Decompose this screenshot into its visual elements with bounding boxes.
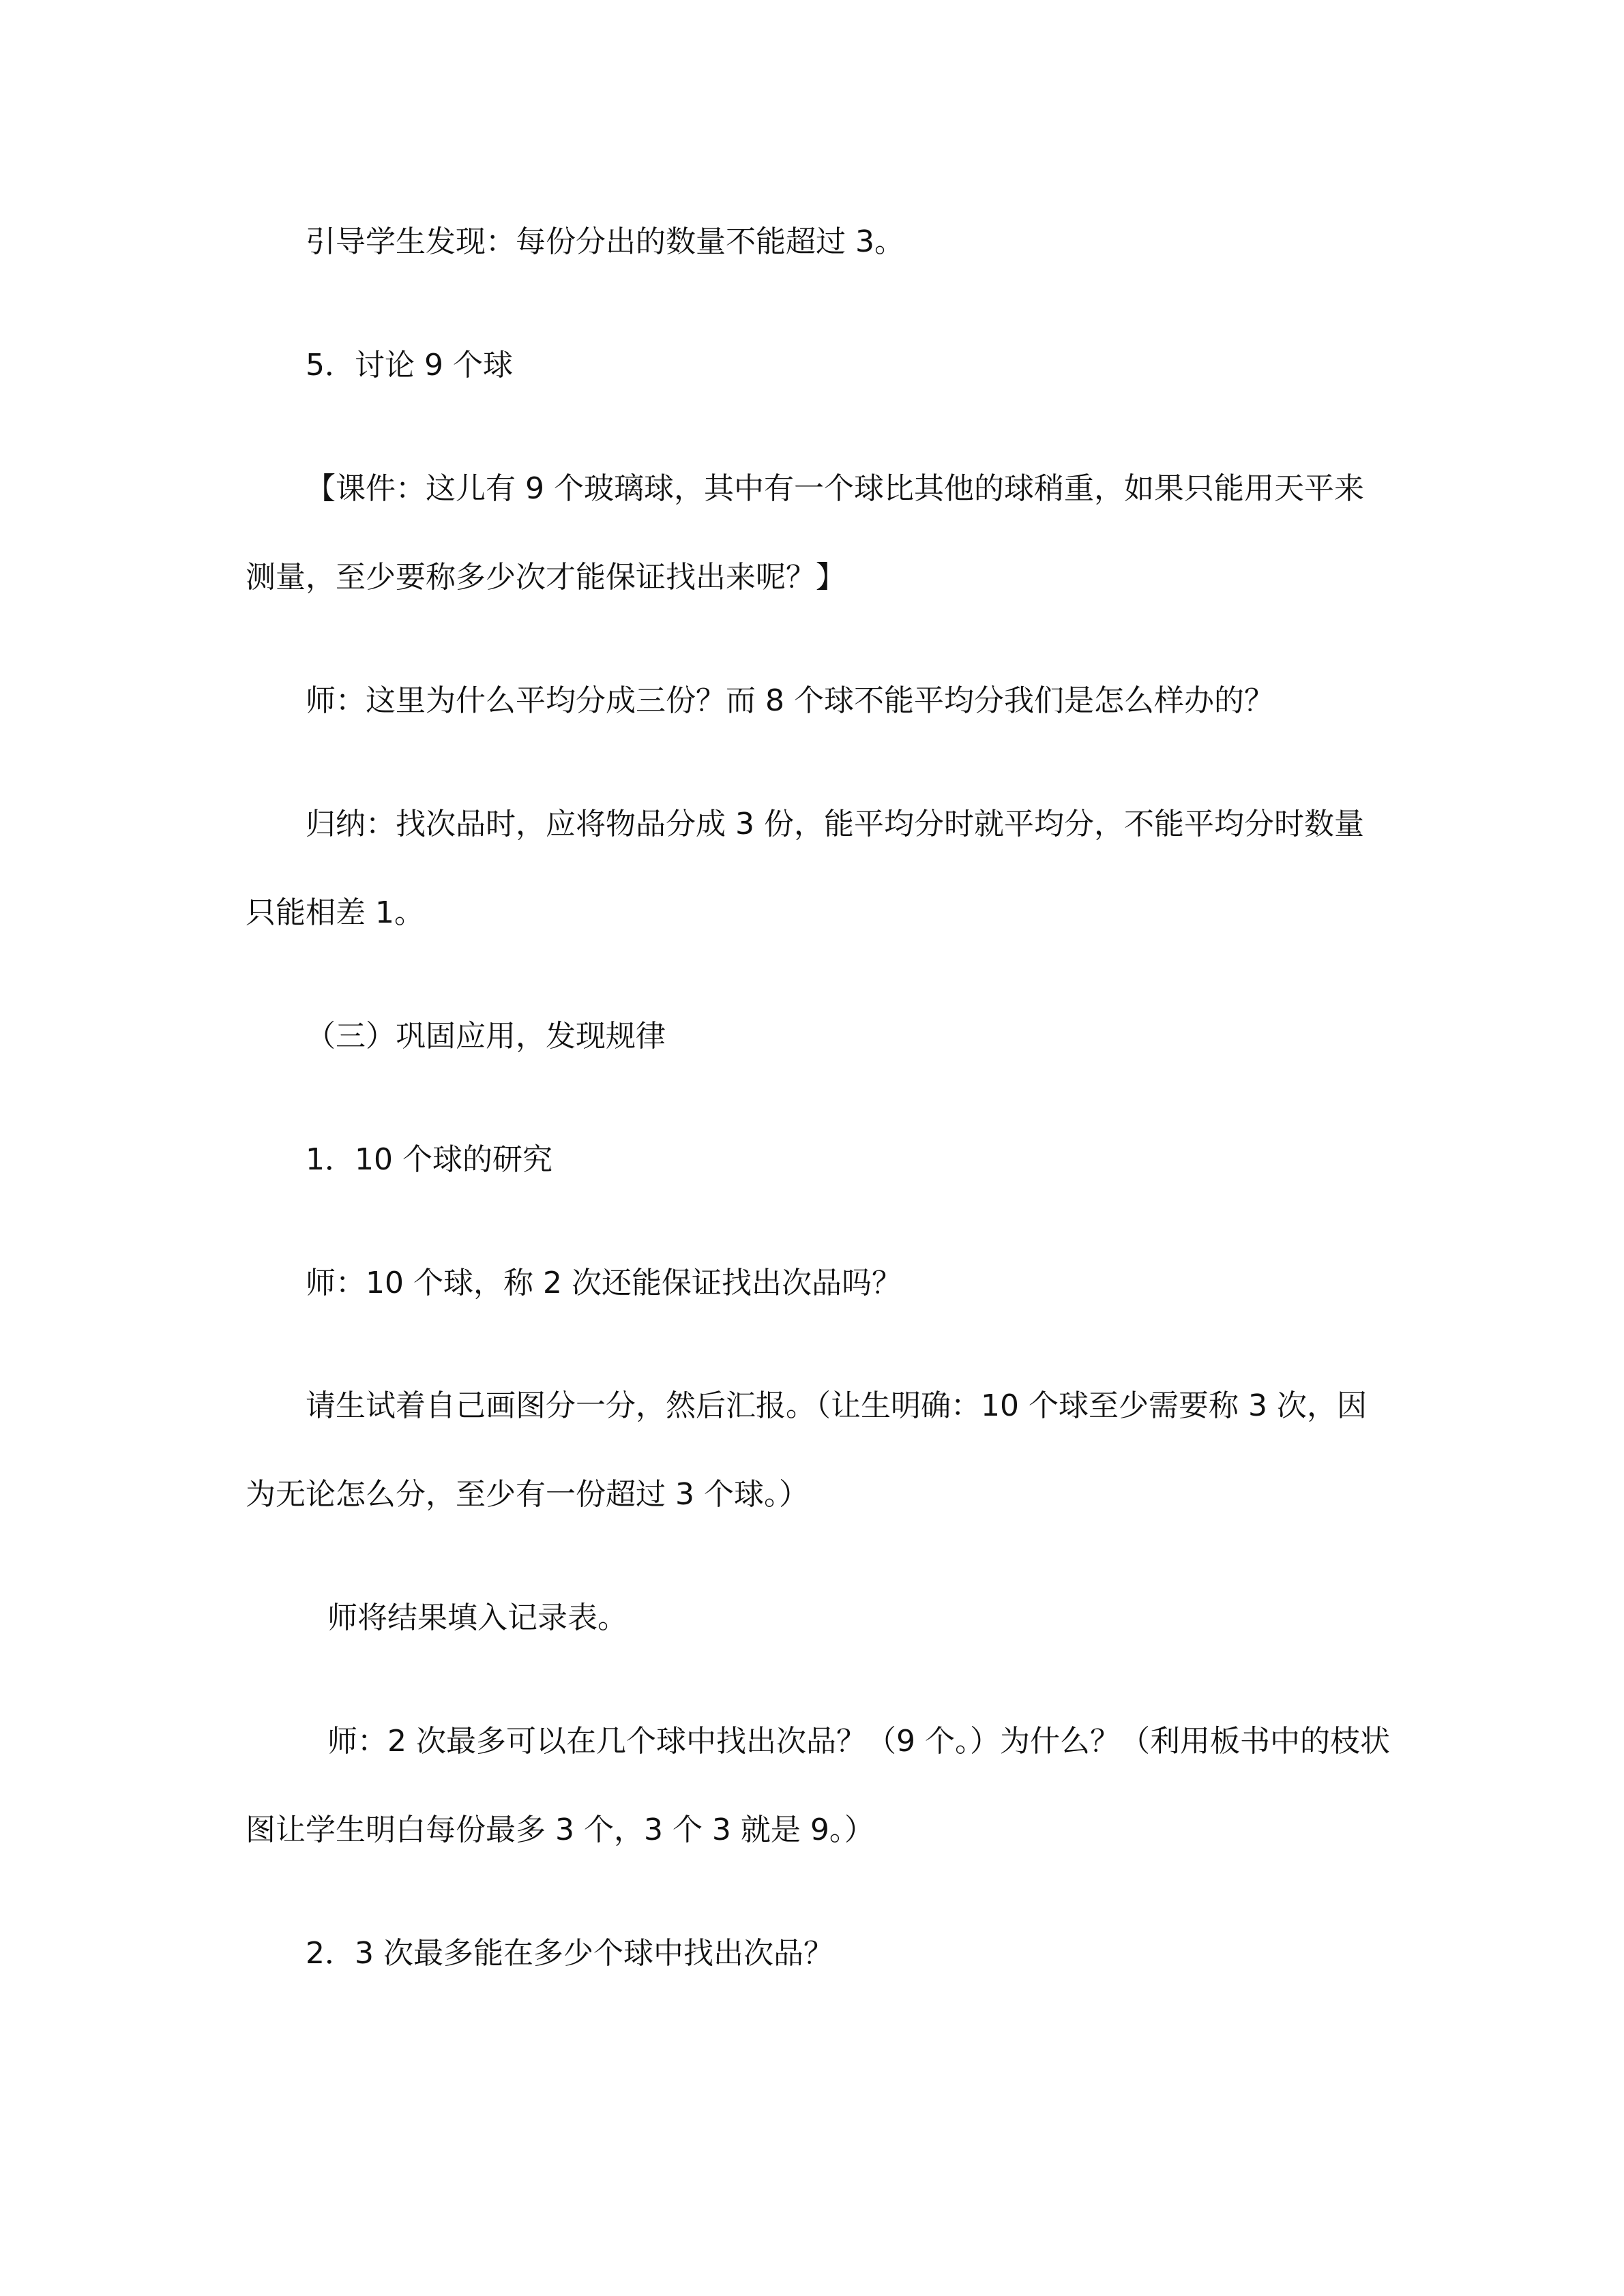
paragraph-guide-discovery: 引导学生发现：每份分出的数量不能超过 3。 bbox=[306, 224, 904, 259]
paragraph-heading-ten-balls: 1．10 个球的研究 bbox=[306, 1142, 552, 1177]
paragraph-two-weighings: 师：2 次最多可以在几个球中找出次品？（9 个。）为什么？（利用板书中的枝状图让学生明白每份最多 3 个，3 个 3 就是 9。） bbox=[246, 1724, 1390, 1847]
paragraph-summary: 归纳：找次品时，应将物品分成 3 份，能平均分时就平均分，不能平均分时数量只能相差 1。 bbox=[246, 807, 1364, 930]
paragraph-teacher-question: 师：这里为什么平均分成三份？而 8 个球不能平均分我们是怎么样办的？ bbox=[306, 683, 1274, 718]
paragraph-teacher-ten-balls: 师：10 个球，称 2 次还能保证找出次品吗？ bbox=[306, 1266, 902, 1300]
paragraph-three-weighings: 2．3 次最多能在多少个球中找出次品？ bbox=[306, 1936, 833, 1971]
paragraph-courseware: 【课件：这儿有 9 个玻璃球，其中有一个球比其他的球稍重，如果只能用天平来测量，至少要称多少次才能保证找出来呢？】 bbox=[246, 471, 1364, 595]
paragraph-section-three: （三）巩固应用，发现规律 bbox=[306, 1019, 666, 1054]
paragraph-record-table: 师将结果填入记录表。 bbox=[327, 1600, 628, 1635]
paragraph-heading-nine-balls: 5．讨论 9 个球 bbox=[306, 348, 513, 383]
paragraph-drawing-report: 请生试着自己画图分一分，然后汇报。（让生明确：10 个球至少需要称 3 次，因为无论怎么分，至少有一份超过 3 个球。） bbox=[246, 1388, 1367, 1512]
